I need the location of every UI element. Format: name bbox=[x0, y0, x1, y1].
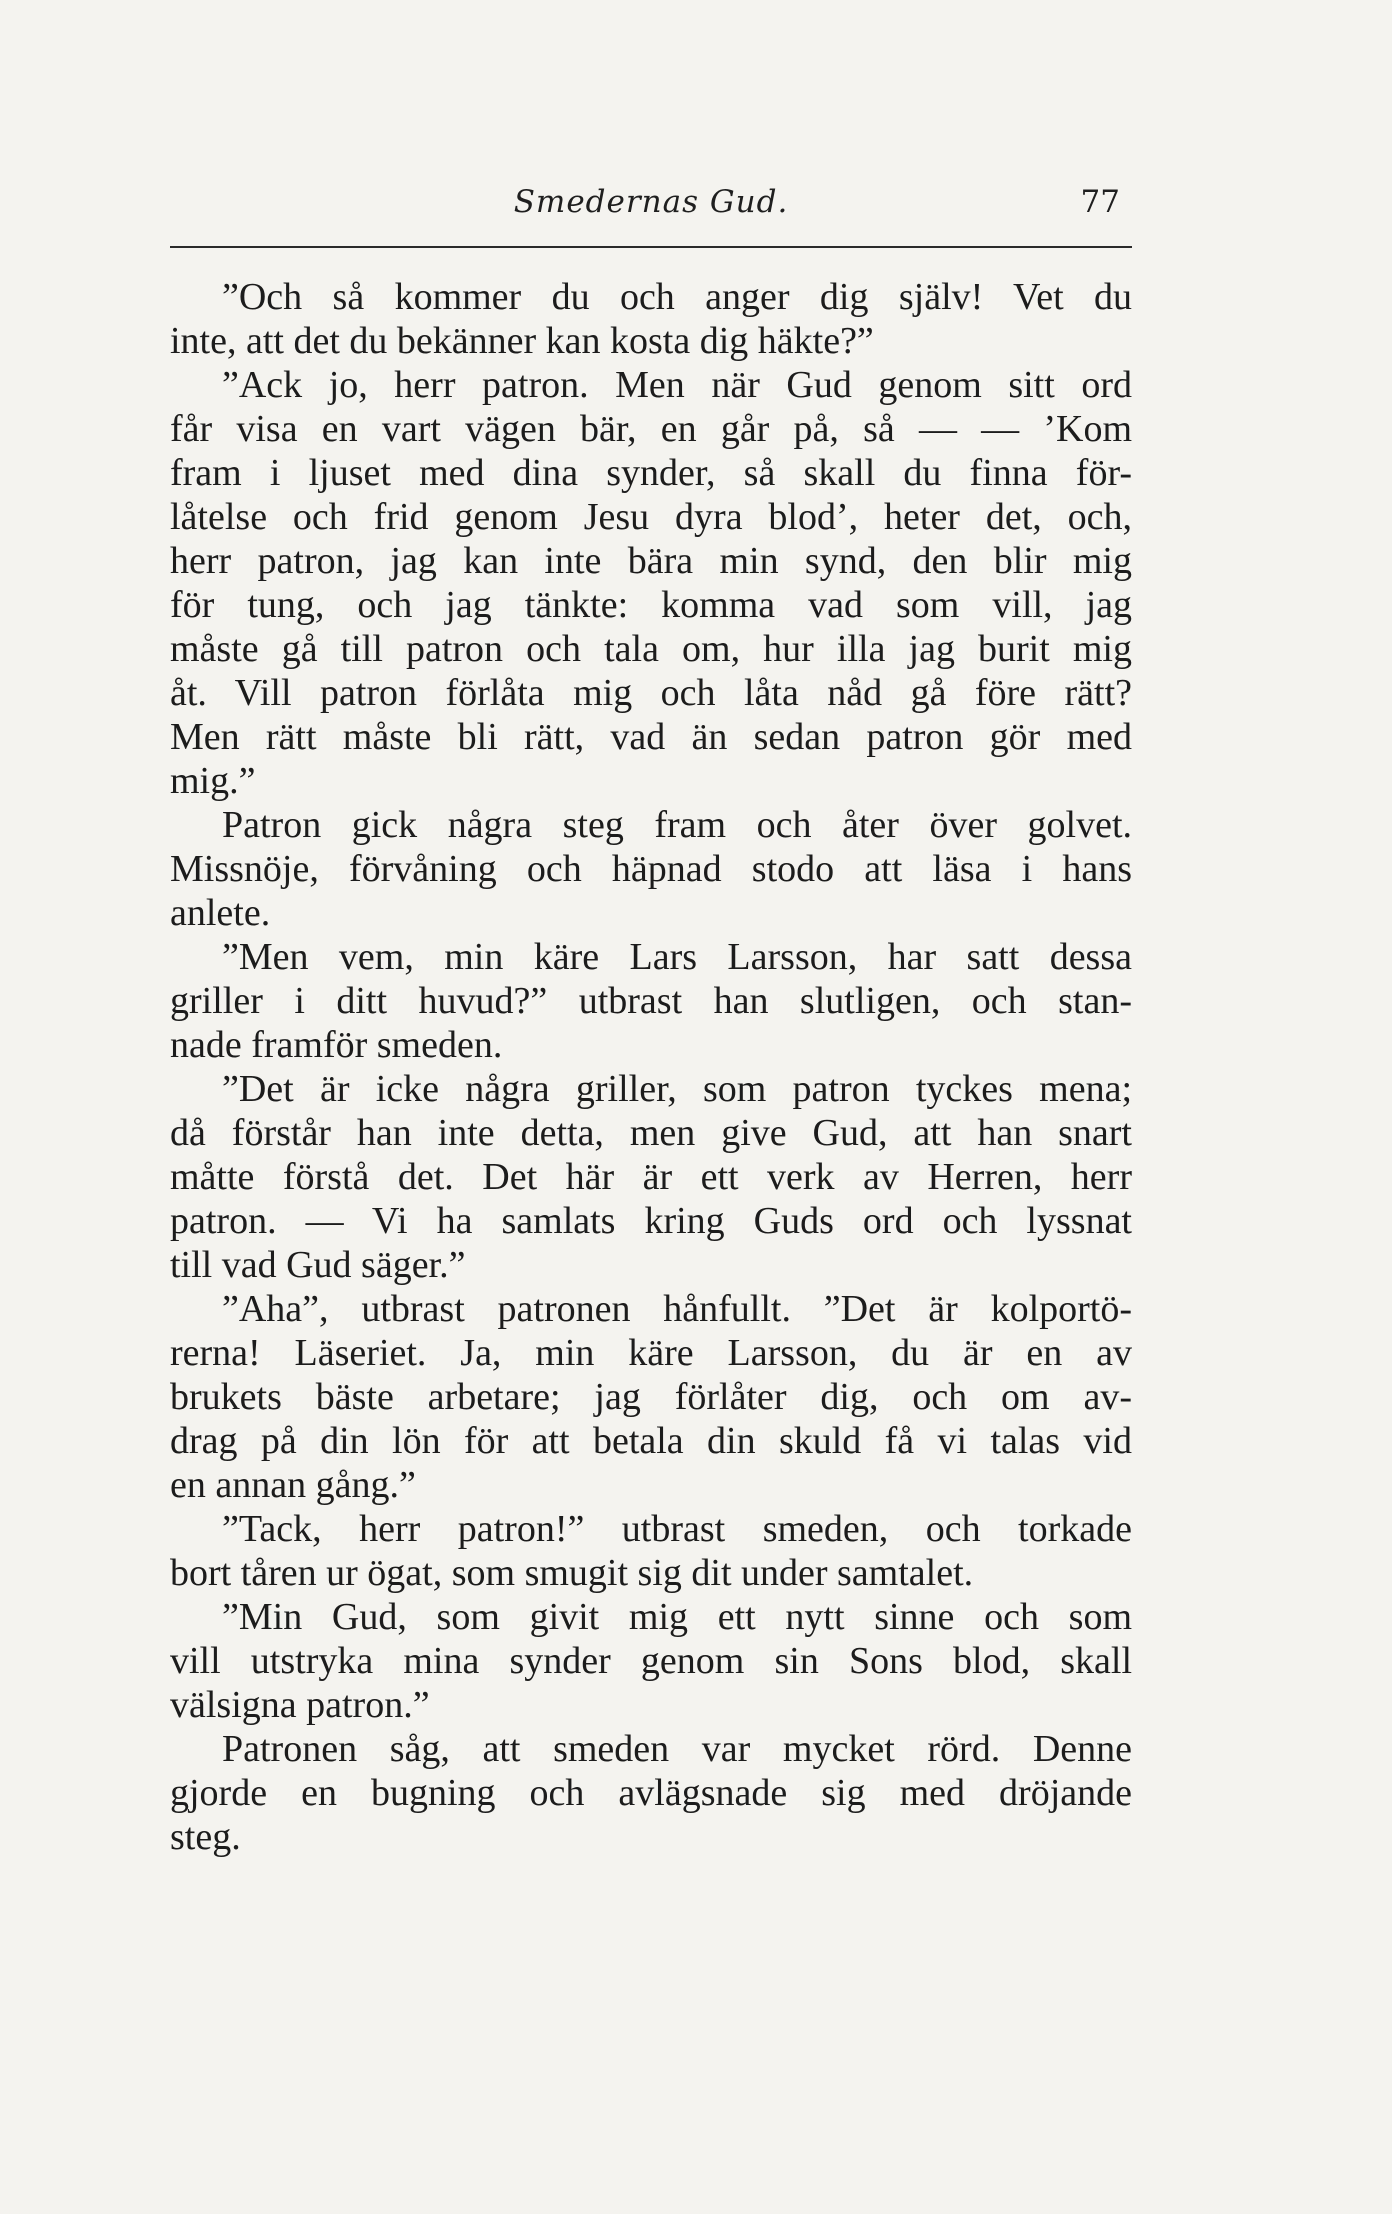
text-line: Missnöje, förvåning och häpnad stodo att läsa i hans bbox=[170, 848, 1132, 890]
text-line: bort tåren ur ögat, som smugit sig dit under samtalet. bbox=[170, 1552, 974, 1594]
text-line: välsigna patron.” bbox=[170, 1684, 430, 1726]
text-line: ”Men vem, min käre Lars Larsson, har satt dessa bbox=[222, 936, 1132, 978]
text-line: ”Ack jo, herr patron. Men när Gud genom sitt ord bbox=[222, 364, 1132, 406]
running-title: Smedernas Gud. bbox=[513, 184, 789, 220]
text-line: låtelse och frid genom Jesu dyra blod’, heter det, och, bbox=[170, 496, 1132, 538]
text-line: ”Och så kommer du och anger dig själv! Vet du bbox=[222, 276, 1132, 318]
text-line: ”Det är icke några griller, som patron tyckes mena; bbox=[222, 1068, 1132, 1110]
text-line: då förstår han inte detta, men give Gud, att han snart bbox=[170, 1112, 1132, 1154]
text-line: gjorde en bugning och avlägsnade sig med dröjande bbox=[170, 1772, 1132, 1814]
text-line: en annan gång.” bbox=[170, 1464, 416, 1506]
text-line: Patron gick några steg fram och åter över golvet. bbox=[222, 804, 1132, 846]
text-line: brukets bäste arbetare; jag förlåter dig, och om av- bbox=[170, 1376, 1132, 1418]
text-line: ”Aha”, utbrast patronen hånfullt. ”Det är kolportö- bbox=[222, 1288, 1132, 1330]
text-line: ”Min Gud, som givit mig ett nytt sinne och som bbox=[222, 1596, 1132, 1638]
text-line: vill utstryka mina synder genom sin Sons blod, skall bbox=[170, 1640, 1132, 1682]
running-head bbox=[170, 184, 1132, 234]
text-line: drag på din lön för att betala din skuld få vi talas vid bbox=[170, 1420, 1132, 1462]
text-line: måtte förstå det. Det här är ett verk av Herren, herr bbox=[170, 1156, 1132, 1198]
text-line: patron. — Vi ha samlats kring Guds ord och lyssnat bbox=[170, 1200, 1132, 1242]
text-line: måste gå till patron och tala om, hur illa jag burit mig bbox=[170, 628, 1132, 670]
header-rule bbox=[170, 246, 1132, 248]
text-line: inte, att det du bekänner kan kosta dig häkte?” bbox=[170, 320, 874, 362]
text-line: för tung, och jag tänkte: komma vad som vill, jag bbox=[170, 584, 1132, 626]
text-line: till vad Gud säger.” bbox=[170, 1244, 466, 1286]
text-line: steg. bbox=[170, 1816, 241, 1858]
text-line: åt. Vill patron förlåta mig och låta nåd gå före rätt? bbox=[170, 672, 1132, 714]
text-line: fram i ljuset med dina synder, så skall du finna för- bbox=[170, 452, 1132, 494]
text-line: anlete. bbox=[170, 892, 271, 934]
text-line: griller i ditt huvud?” utbrast han slutligen, och stan- bbox=[170, 980, 1132, 1022]
text-line: Men rätt måste bli rätt, vad än sedan patron gör med bbox=[170, 716, 1132, 758]
text-line: mig.” bbox=[170, 760, 256, 802]
text-line: herr patron, jag kan inte bära min synd, den blir mig bbox=[170, 540, 1132, 582]
text-line: får visa en vart vägen bär, en går på, så — — ’Kom bbox=[170, 408, 1132, 450]
body-text bbox=[170, 275, 1132, 1859]
text-line: nade framför smeden. bbox=[170, 1024, 503, 1066]
text-line: ”Tack, herr patron!” utbrast smeden, och torkade bbox=[222, 1508, 1132, 1550]
page-number: 77 bbox=[1080, 184, 1120, 220]
text-line: Patronen såg, att smeden var mycket rörd. Denne bbox=[222, 1728, 1132, 1770]
text-line: rerna! Läseriet. Ja, min käre Larsson, du är en av bbox=[170, 1332, 1132, 1374]
